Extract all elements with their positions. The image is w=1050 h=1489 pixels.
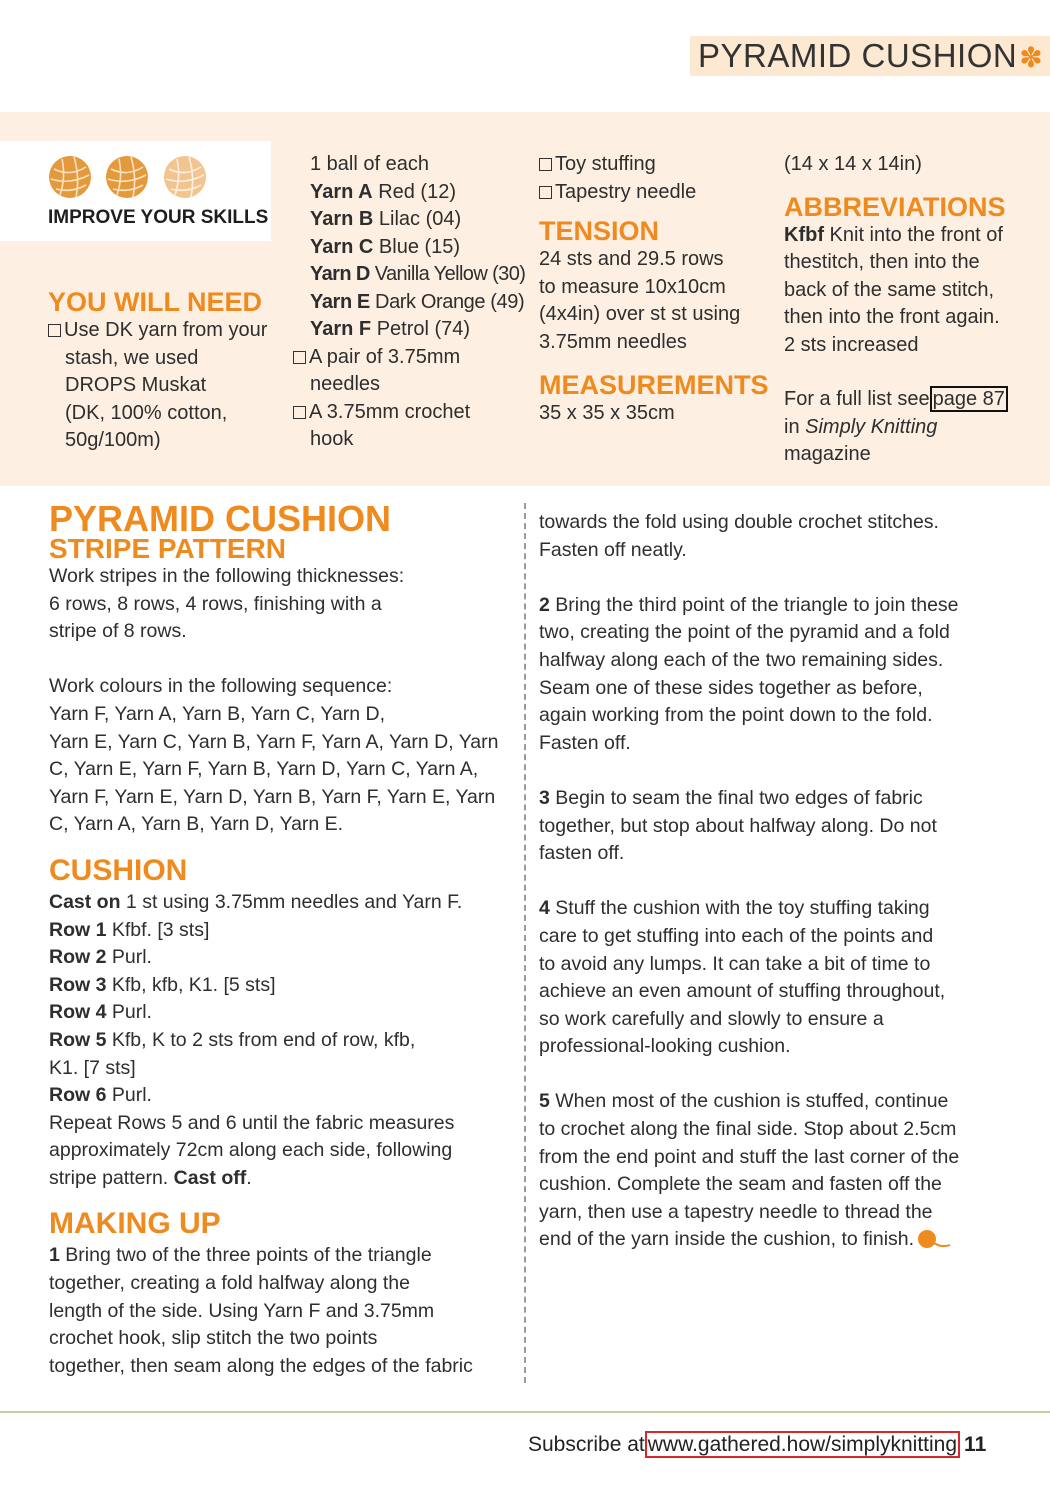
yarn-ball-icon bbox=[105, 155, 149, 199]
tapestry-item: Tapestry needle bbox=[539, 179, 779, 207]
pattern-right-column bbox=[539, 509, 1009, 1254]
page-header-tab bbox=[690, 36, 1050, 76]
page-header-title: PYRAMID CUSHION bbox=[698, 37, 1018, 74]
hook-item: A 3.75mm crochet hook bbox=[293, 399, 533, 454]
yarn-a: Yarn A Red (12) bbox=[310, 180, 456, 203]
measurements-value: 35 x 35 x 35cm bbox=[539, 402, 675, 424]
yarn-list-column bbox=[293, 151, 533, 454]
measurements-imperial: (14 x 14 x 14in) bbox=[784, 153, 922, 175]
pattern-left-column bbox=[49, 498, 519, 1380]
page-number: 11 bbox=[964, 1433, 987, 1456]
cushion-heading: CUSHION bbox=[49, 853, 188, 887]
yarn-c: Yarn C Blue (15) bbox=[310, 235, 461, 258]
footer-prefix: Subscribe at bbox=[528, 1433, 645, 1456]
yarn-d: Yarn D Vanilla Yellow (30) bbox=[310, 263, 526, 285]
checkbox-icon bbox=[48, 324, 61, 337]
yarn-b: Yarn B Lilac (04) bbox=[310, 208, 462, 230]
abbreviations-heading: ABBREVIATIONS bbox=[784, 191, 1006, 222]
colour-sequence-text: Work colours in the following sequence: Yarn F, Yarn A, Yarn B, Yarn C, Yarn D, Yarn E, Yarn C, Yarn B, Yarn F, Yarn A, Yarn D, Yarn C, Yarn E, Yarn F, Yarn B, Yarn D, Yarn C, Yarn A, Yarn F, Yarn E, Yarn D, Yarn B, Yarn F, Yarn E, Yarn C, Yarn A, Yarn B, Yarn D, Yarn E. bbox=[49, 675, 499, 836]
making-up-step-4: 4 Stuff the cushion with the toy stuffing taking care to get stuffing into each of the points and to avoid any lumps. It can take a bit of time to achieve an even amount of stuffing throughout, so work carefully and slowly to ensure a professional-looking cushion. bbox=[539, 897, 946, 1058]
abbreviation-kfbf: Kfbf Knit into the front of thestitch, then into the back of the same stitch, then into the front again. 2 sts increased bbox=[784, 223, 1003, 356]
abbreviations-column bbox=[784, 151, 1034, 469]
subscribe-link[interactable]: www.gathered.how/simplyknitting bbox=[645, 1431, 960, 1458]
stripe-pattern-heading: STRIPE PATTERN bbox=[49, 533, 286, 564]
yarn-ball-light-icon bbox=[163, 155, 207, 199]
skills-label: IMPROVE YOUR SKILLS bbox=[48, 207, 269, 228]
you-need-item: Use DK yarn from your stash, we used DROPS Muskat (DK, 100% cotton, 50g/100m) bbox=[48, 317, 298, 455]
tension-column bbox=[539, 151, 779, 428]
page-87-link[interactable]: page 87 bbox=[930, 386, 1008, 412]
checkbox-icon bbox=[293, 351, 306, 364]
you-need-heading: YOU WILL NEED bbox=[48, 287, 263, 317]
footer bbox=[528, 1433, 986, 1457]
column-divider bbox=[524, 503, 526, 1383]
checkbox-icon bbox=[293, 406, 306, 419]
checkbox-icon bbox=[539, 186, 552, 199]
tension-heading: TENSION bbox=[539, 216, 660, 246]
tension-text: 24 sts and 29.5 rows to measure 10x10cm (4x4in) over st st using 3.75mm needles bbox=[539, 248, 741, 353]
making-up-step-2: 2 Bring the third point of the triangle to join these two, creating the point of the pyramid and a fold halfway along each of the two remaining sides. Seam one of these sides together as before, again working from the point down to the fold. Fasten off. bbox=[539, 593, 959, 754]
yarn-intro: 1 ball of each bbox=[310, 153, 429, 175]
cushion-rows: Cast on 1 st using 3.75mm needles and Yarn F. Row 1 Kfbf. [3 sts] Row 2 Purl. Row 3 Kfb, kfb, K1. [5 sts] Row 4 Purl. Row 5 Kfb, K to 2 sts from end of row, kfb, K1. [7 sts] Row 6 Purl. Repeat Rows 5 and 6 until the fabric measures approximately 72cm along each side, following stripe pattern. Cast off. bbox=[49, 890, 463, 1189]
making-up-heading: MAKING UP bbox=[49, 1207, 221, 1241]
flower-icon: ✽ bbox=[1019, 42, 1044, 73]
making-up-step-3: 3 Begin to seam the final two edges of fabric together, but stop about halfway along. Do not fasten off. bbox=[539, 786, 937, 865]
making-up-step-1-cont: towards the fold using double crochet stitches. Fasten off neatly. bbox=[539, 511, 939, 561]
pattern-title: PYRAMID CUSHION bbox=[49, 498, 392, 539]
yarn-e: Yarn E Dark Orange (49) bbox=[310, 290, 525, 313]
footer-rule bbox=[0, 1411, 1050, 1413]
making-up-step-5: 5 When most of the cushion is stuffed, continue to crochet along the final side. Stop about 2.5cm from the end point and stuff the last corner of the cushion. Complete the seam and fasten off the yarn, then use a tapestry needle to thread the end of the yarn inside the cushion, to finish. bbox=[539, 1090, 960, 1251]
end-yarn-ball-icon bbox=[916, 1228, 952, 1250]
abbreviations-reference: For a full list see page 87 in Simply Knitting magazine bbox=[784, 386, 1034, 469]
checkbox-icon bbox=[539, 158, 552, 171]
yarn-ball-icon bbox=[48, 155, 92, 199]
needles-item: A pair of 3.75mm needles bbox=[293, 344, 533, 399]
stuffing-item: Toy stuffing bbox=[539, 151, 779, 179]
measurements-heading: MEASUREMENTS bbox=[539, 370, 769, 400]
yarn-f: Yarn F Petrol (74) bbox=[310, 318, 471, 340]
stripe-thickness-text: Work stripes in the following thicknesses: 6 rows, 8 rows, 4 rows, finishing with a stripe of 8 rows. bbox=[49, 565, 405, 643]
you-need-column bbox=[48, 287, 298, 455]
making-up-step-1: 1 Bring two of the three points of the triangle together, creating a fold halfway along the length of the side. Using Yarn F and 3.75mm crochet hook, slip stitch the two points together, then seam along the edges of the fabric bbox=[49, 1244, 473, 1377]
